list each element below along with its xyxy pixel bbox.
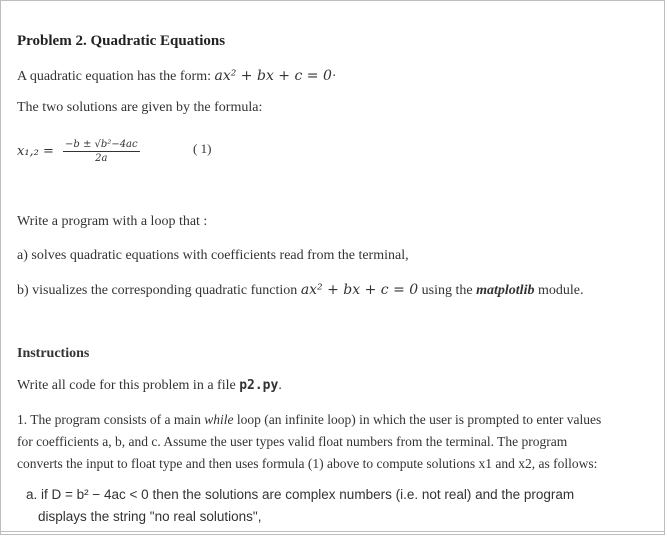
formula-numerator: −b ± √b²−4ac (65, 139, 138, 150)
intro-equation: ax² + bx + c = 0 (214, 68, 332, 84)
while-keyword: while (204, 412, 234, 427)
file-instruction-post: . (278, 378, 282, 393)
task-line-3-post: module. (534, 283, 584, 298)
task-line-3-equation: ax² + bx + c = 0 (300, 282, 419, 298)
item-a-line-1: a. if D = b² − 4ac < 0 then the solutions are complex numbers (i.e. not real) and the program (26, 487, 575, 502)
task-line-3-mid: using the (418, 283, 477, 298)
point-1-line-3: converts the input to float type and then uses formula (1) above to compute solutions x1 and x2, as follows: (17, 456, 598, 471)
task-line-3-pre: b) visualizes the corresponding quadratic function (17, 283, 301, 298)
matplotlib-module: matplotlib (476, 283, 535, 298)
point-1-line-1-pre: 1. The program consists of a main (17, 412, 205, 427)
intro-line: A quadratic equation has the form: ax² + bx + c = 0· (17, 68, 337, 84)
formula-lhs: x₁,₂ = (17, 144, 54, 159)
file-instruction-pre: Write all code for this problem in a file (17, 378, 240, 393)
formula-block (17, 139, 140, 164)
intro-lead: A quadratic equation has the form: (17, 69, 215, 84)
formula-intro: The two solutions are given by the formula: (17, 100, 263, 115)
point-1-line-1-post: loop (an infinite loop) in which the user is prompted to enter values (233, 412, 602, 427)
instructions-heading: Instructions (17, 346, 90, 361)
file-name: p2.py (239, 378, 279, 393)
task-line-3 (17, 282, 583, 299)
formula-label: ( 1) (193, 141, 212, 156)
bottom-divider (0, 531, 665, 532)
task-line-2: a) solves quadratic equations with coefficients read from the terminal, (17, 248, 409, 263)
file-instruction (17, 378, 282, 394)
formula-denominator: 2a (95, 153, 108, 164)
item-a-line-2: displays the string "no real solutions", (38, 509, 262, 524)
task-line-1: Write a program with a loop that : (17, 214, 208, 229)
point-1-line-1 (17, 412, 601, 428)
page-title: Problem 2. Quadratic Equations (17, 33, 226, 49)
point-1-line-2: for coefficients a, b, and c. Assume the user types valid float numbers from the terminal. The program (17, 434, 568, 449)
formula-fraction (63, 139, 140, 164)
